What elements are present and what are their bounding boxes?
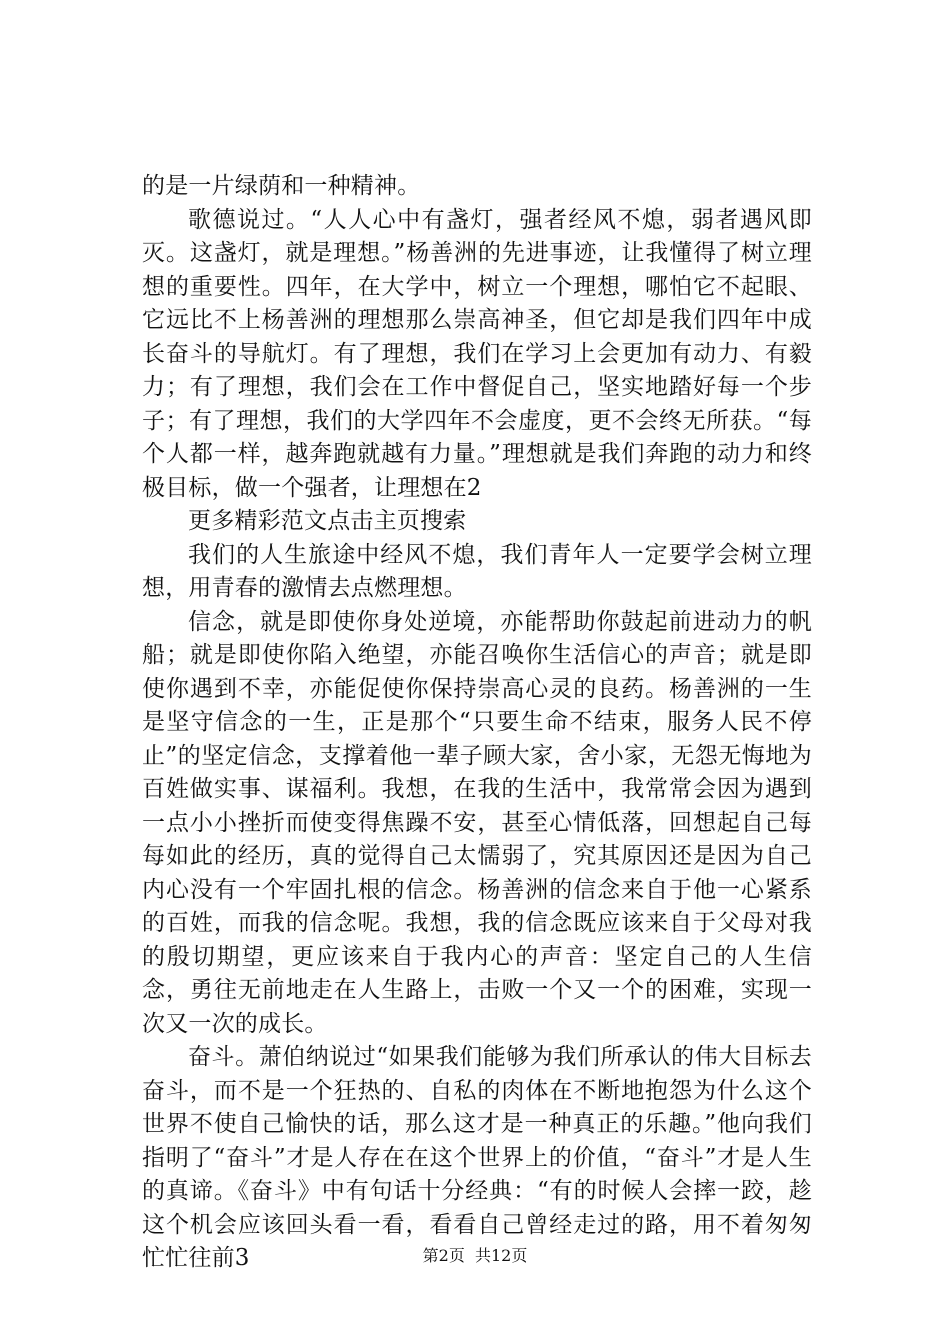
page-footer — [0, 1246, 950, 1266]
paragraph-1: 的是一片绿荫和一种精神。 — [142, 173, 421, 199]
paragraph-6: 奋斗。萧伯纳说过“如果我们能够为我们所承认的伟大目标去奋斗，而不是一个狂热的、自私的肉体在不断地抱怨为什么这个世界不使自己愉快的话，那么这才是一种真正的乐趣。”他向我们指明了“奋斗”才是人存在在这个世界上的价值，“奋斗”才是人生的真谛。《奋斗》中有句话十分经典：“有的时候人会摔一跤，趁这个机会应该回头看一看，看看自己曾经走过的路，用不着匆匆忙忙往前3 — [142, 1044, 812, 1271]
paragraph-3: 更多精彩范文点击主页搜索 — [188, 508, 467, 534]
paragraph-4: 我们的人生旅途中经风不熄，我们青年人一定要学会树立理想，用青春的激情去点燃理想。 — [142, 541, 812, 601]
paragraph-5: 信念，就是即使你身处逆境，亦能帮助你鼓起前进动力的帆船；就是即使你陷入绝望，亦能召唤你生活信心的声音；就是即使你遇到不幸，亦能促使你保持崇高心灵的良药。杨善洲的一生是坚守信念的一生，正是那个“只要生命不结束，服务人民不停止”的坚定信念，支撑着他一辈子顾大家，舍小家，无怨无悔地为百姓做实事、谋福利。我想，在我的生活中，我常常会因为遇到一点小小挫折而使变得焦躁不安，甚至心情低落，回想起自己每每如此的经历，真的觉得自己太懦弱了，究其原因还是因为自己内心没有一个牢固扎根的信念。杨善洲的信念来自于他一心紧系的百姓，而我的信念呢。我想，我的信念既应该来自于父母对我的殷切期望，更应该来自于我内心的声音：坚定自己的人生信念，勇往无前地走在人生路上，击败一个又一个的困难，实现一次又一次的成长。 — [142, 608, 812, 1037]
document-body — [142, 170, 812, 1276]
paragraph-2: 歌德说过。“人人心中有盏灯，强者经风不熄，弱者遇风即灭。这盏灯，就是理想。”杨善洲的先进事迹，让我懂得了树立理想的重要性。四年，在大学中，树立一个理想，哪怕它不起眼、它远比不上杨善洲的理想那么崇高神圣，但它却是我们四年中成长奋斗的导航灯。有了理想，我们在学习上会更加有动力、有毅力；有了理想，我们会在工作中督促自己，坚实地踏好每一个步子；有了理想，我们的大学四年不会虚度，更不会终无所获。“每个人都一样，越奔跑就越有力量。”理想就是我们奔跑的动力和终极目标，做一个强者，让理想在2 — [142, 206, 812, 501]
page-number: 第2页 共12页 — [422, 1246, 528, 1265]
